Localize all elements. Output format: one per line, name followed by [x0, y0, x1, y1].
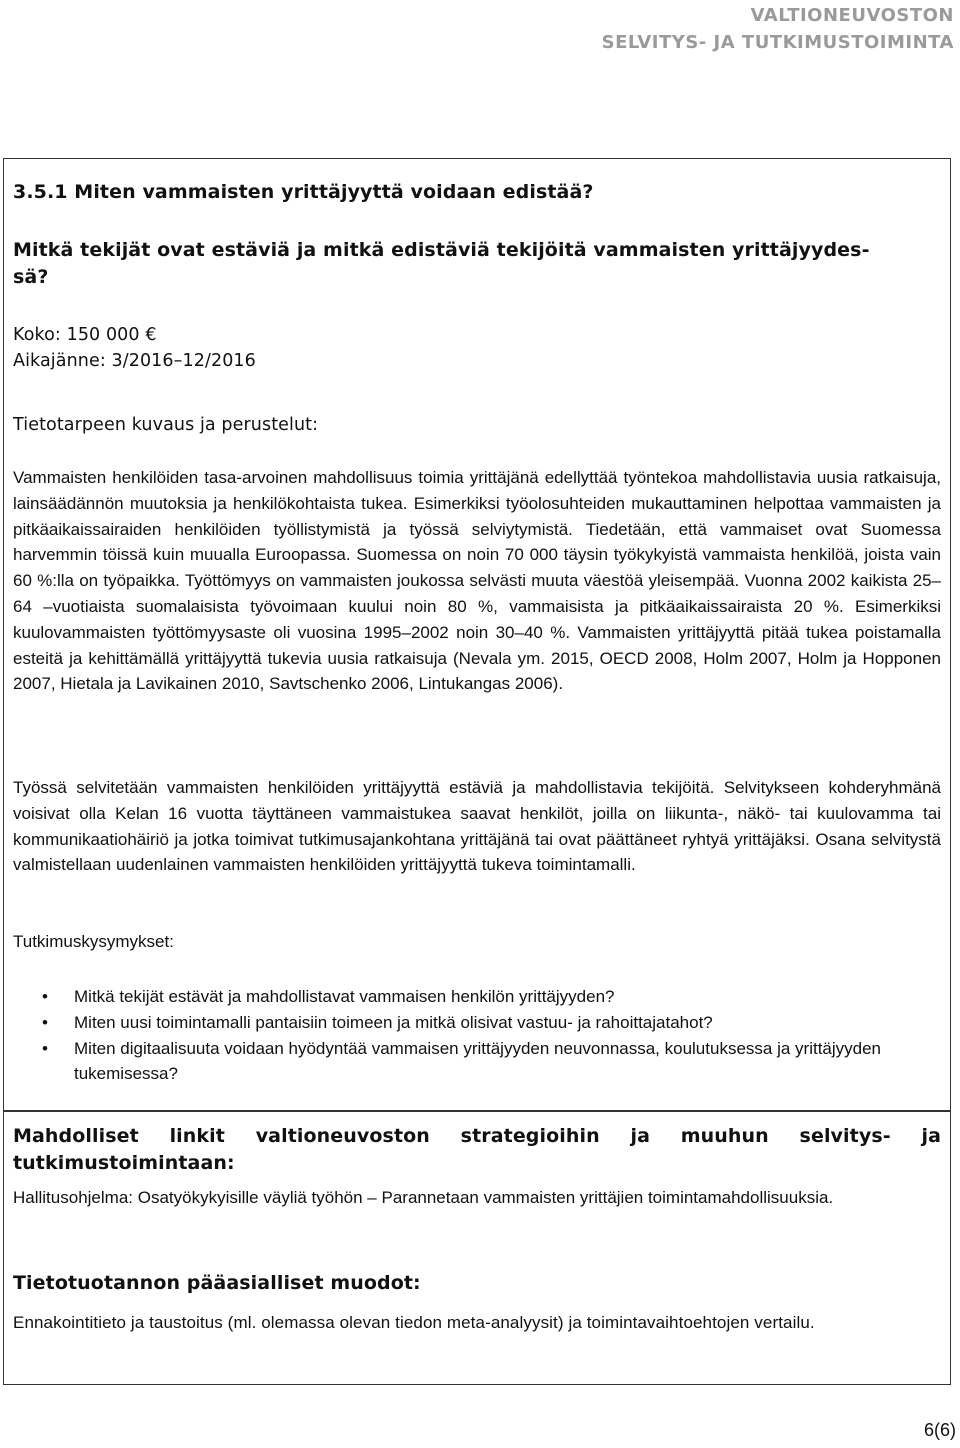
research-questions-list	[4, 984, 950, 1087]
section-title: 3.5.1 Miten vammaisten yrittäjyyttä voidaan edistää?	[13, 181, 594, 203]
links-and-outputs-box	[3, 1110, 951, 1385]
outputs-heading: Tietotuotannon pääasialliset muodot:	[13, 1272, 421, 1294]
section-subtitle-line-1: Mitkä tekijät ovat estäviä ja mitkä edistäviä tekijöitä vammaisten yrittäjyydes-	[13, 239, 870, 261]
bullet-icon: •	[42, 1038, 48, 1058]
page-number: 6(6)	[923, 1420, 956, 1440]
needs-heading: Tietotarpeen kuvaus ja perustelut:	[13, 415, 319, 435]
question-text: Mitkä tekijät estävät ja mahdollistavat vammaisen henkilön yrittäjyyden?	[74, 987, 615, 1006]
list-item	[4, 1036, 950, 1088]
organization-header	[602, 2, 954, 56]
list-item	[4, 984, 950, 1010]
list-item	[4, 1010, 950, 1036]
question-text: Miten digitaalisuuta voidaan hyödyntää vammaisen yrittäjyyden neuvonnassa, koulutuksessa ja yrittäjyyden tukemisessa?	[74, 1038, 882, 1084]
needs-paragraph-1: Vammaisten henkilöiden tasa-arvoinen mahdollisuus toimia yrittäjänä edellyttää työntekoa mahdollistavia uusia ratkaisuja, lainsäädännön muutoksia ja henkilökohtaista tukea. Esimerkiksi työolosuhteiden mukauttaminen helpottaa vammaisten ja pitkäaikaissairaiden henkilöiden työllistymistä ja työssä selviytymistä. Tiedetään, että vammaiset ovat Suomessa harvemmin töissä kuin muualla Euroopassa. Suomessa on noin 70 000 täysin työkykyistä vammaista henkilöä, joista vain 60 %:lla on työpaikka. Työttömyys on vammaisten joukossa selvästi muuta väestöä yleisempää. Vuonna 2002 kaikista 25–64 –vuotiaista suomalaisista työvoimaan kuului noin 80 %, vammaisista ja pitkäaikaissairaista 20 %. Esimerkiksi kuulovammaisten työttömyysaste oli vuosina 1995–2002 noin 30–40 %. Vammaisten yrittäjyyttä pitää tukea poistamalla esteitä ja kehittämällä yrittäjyyttä tukevia uusia ratkaisuja (Nevala ym. 2015, OECD 2008, Holm 2007, Holm ja Hopponen 2007, Hietala ja Lavikainen 2010, Savtschenko 2006, Lintukangas 2006).	[13, 468, 941, 694]
links-text: Hallitusohjelma: Osatyökykyisille väyliä työhön – Parannetaan vammaisten yrittäjien toimintamahdollisuuksia.	[13, 1188, 834, 1207]
section-subtitle-line-2: sä?	[13, 266, 49, 288]
bullet-icon: •	[42, 1012, 48, 1032]
timeframe: Aikajänne: 3/2016–12/2016	[13, 351, 256, 371]
needs-paragraph-2: Työssä selvitetään vammaisten henkilöiden yrittäjyyttä estäviä ja mahdollistavia tekijöitä. Selvitykseen kohderyhmänä voisivat olla Kelan 16 vuotta täyttäneen vammaistukea saavat henkilöt, joilla on liikunta-, näkö- tai kuulovamma tai kommunikaatiohäiriö ja jotka toimivat tutkimusajankohtana yrittäjänä tai ovat päättäneet ryhtyä yrittäjäksi. Osana selvitystä valmistellaan uudenlainen vammaisten henkilöiden yrittäjyyttä tukeva toimintamalli.	[13, 778, 941, 875]
outputs-text: Ennakointitieto ja taustoitus (ml. olemassa olevan tiedon meta-analyysit) ja toimintavaihtoehtojen vertailu.	[13, 1313, 815, 1332]
header-line-1: VALTIONEUVOSTON	[750, 5, 954, 26]
question-text: Miten uusi toimintamalli pantaisiin toimeen ja mitkä olisivat vastuu- ja rahoittajatahot?	[74, 1012, 713, 1032]
budget: Koko: 150 000 €	[13, 325, 157, 345]
links-heading: Mahdolliset linkit valtioneuvoston strategioihin ja muuhun selvitys- ja tutkimustoimintaan:	[13, 1125, 941, 1174]
bullet-icon: •	[42, 987, 48, 1006]
project-description-box	[3, 158, 951, 1112]
header-line-2: SELVITYS- JA TUTKIMUSTOIMINTA	[601, 32, 954, 53]
research-questions-heading: Tutkimuskysymykset:	[13, 932, 174, 951]
